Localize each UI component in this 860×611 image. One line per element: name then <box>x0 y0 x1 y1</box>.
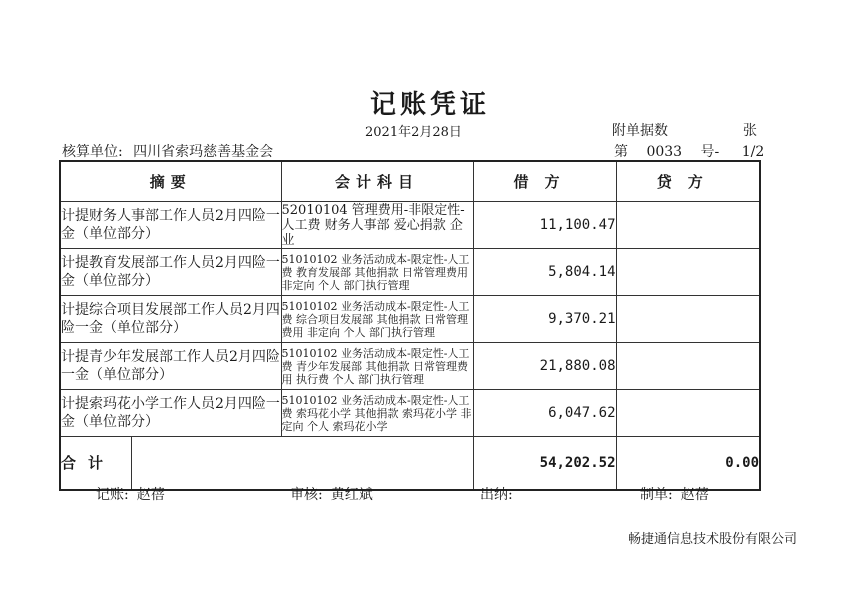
row-debit: 21,880.08 <box>473 343 616 390</box>
voucher-number <box>614 141 764 161</box>
accounting-unit <box>62 141 273 161</box>
row-debit: 6,047.62 <box>473 390 616 437</box>
attachment-count-label: 附单据数 <box>612 123 668 139</box>
row-credit <box>616 202 760 249</box>
row-debit: 5,804.14 <box>473 249 616 296</box>
row-credit <box>616 249 760 296</box>
row-summary: 计提索玛花小学工作人员2月四险一金（单位部分） <box>60 390 281 437</box>
total-debit: 54,202.52 <box>473 437 616 491</box>
row-summary: 计提教育发展部工作人员2月四险一金（单位部分） <box>60 249 281 296</box>
accounting-unit-label: 核算单位: <box>62 144 123 160</box>
row-debit: 9,370.21 <box>473 296 616 343</box>
attachment-unit: 张 <box>743 123 757 139</box>
voucher-table <box>59 160 761 491</box>
total-row <box>60 437 760 491</box>
table-row <box>60 343 760 390</box>
reviewer-signature <box>290 484 373 504</box>
header-summary: 摘要 <box>60 161 281 202</box>
row-summary: 计提青少年发展部工作人员2月四险一金（单位部分） <box>60 343 281 390</box>
row-credit <box>616 390 760 437</box>
bookkeeper-label: 记账: <box>96 487 129 503</box>
row-account: 51010102 业务活动成本-限定性-人工费 教育发展部 其他捐款 日常管理费用 非定向 个人 部门执行管理 <box>281 249 473 296</box>
cashier-signature <box>480 484 521 504</box>
reviewer-name: 黄红斌 <box>330 487 373 503</box>
total-credit: 0.00 <box>616 437 760 491</box>
header-debit: 借方 <box>473 161 616 202</box>
row-summary: 计提综合项目发展部工作人员2月四险一金（单位部分） <box>60 296 281 343</box>
row-credit <box>616 343 760 390</box>
table-row <box>60 202 760 249</box>
row-summary: 计提财务人事部工作人员2月四险一金（单位部分） <box>60 202 281 249</box>
table-row <box>60 390 760 437</box>
cashier-label: 出纳: <box>480 487 513 503</box>
accounting-unit-name: 四川省索玛慈善基金会 <box>133 144 274 160</box>
reviewer-label: 审核: <box>290 487 323 503</box>
row-account: 51010102 业务活动成本-限定性-人工费 综合项目发展部 其他捐款 日常管理费用 非定向 个人 部门执行管理 <box>281 296 473 343</box>
voucher-number-suffix: 号- <box>700 144 720 160</box>
total-label-cell <box>60 437 473 491</box>
header-account: 会计科目 <box>281 161 473 202</box>
table-row <box>60 296 760 343</box>
voucher-title: 记账凭证 <box>369 90 490 120</box>
preparer-name: 赵蓓 <box>680 487 709 503</box>
header-credit: 贷方 <box>616 161 760 202</box>
preparer-signature <box>640 484 709 504</box>
voucher-date: 2021年2月28日 <box>365 125 462 140</box>
table-row <box>60 249 760 296</box>
bookkeeper-signature <box>96 484 165 504</box>
row-account: 51010102 业务活动成本-限定性-人工费 索玛花小学 其他捐款 索玛花小学 非定向 个人 索玛花小学 <box>281 390 473 437</box>
bookkeeper-name: 赵蓓 <box>136 487 165 503</box>
total-label: 合计 <box>61 437 132 489</box>
row-debit: 11,100.47 <box>473 202 616 249</box>
voucher-page: 1/2 <box>741 144 765 160</box>
row-account: 51010102 业务活动成本-限定性-人工费 青少年发展部 其他捐款 日常管理费用 执行费 个人 部门执行管理 <box>281 343 473 390</box>
preparer-label: 制单: <box>640 487 673 503</box>
voucher-number-prefix: 第 <box>614 144 628 160</box>
software-company: 畅捷通信息技术股份有限公司 <box>628 532 798 547</box>
row-credit <box>616 296 760 343</box>
row-account: 52010104 管理费用-非限定性-人工费 财务人事部 爱心捐款 企业 <box>281 202 473 249</box>
voucher-number-value: 0033 <box>646 144 683 160</box>
table-header-row <box>60 161 760 202</box>
